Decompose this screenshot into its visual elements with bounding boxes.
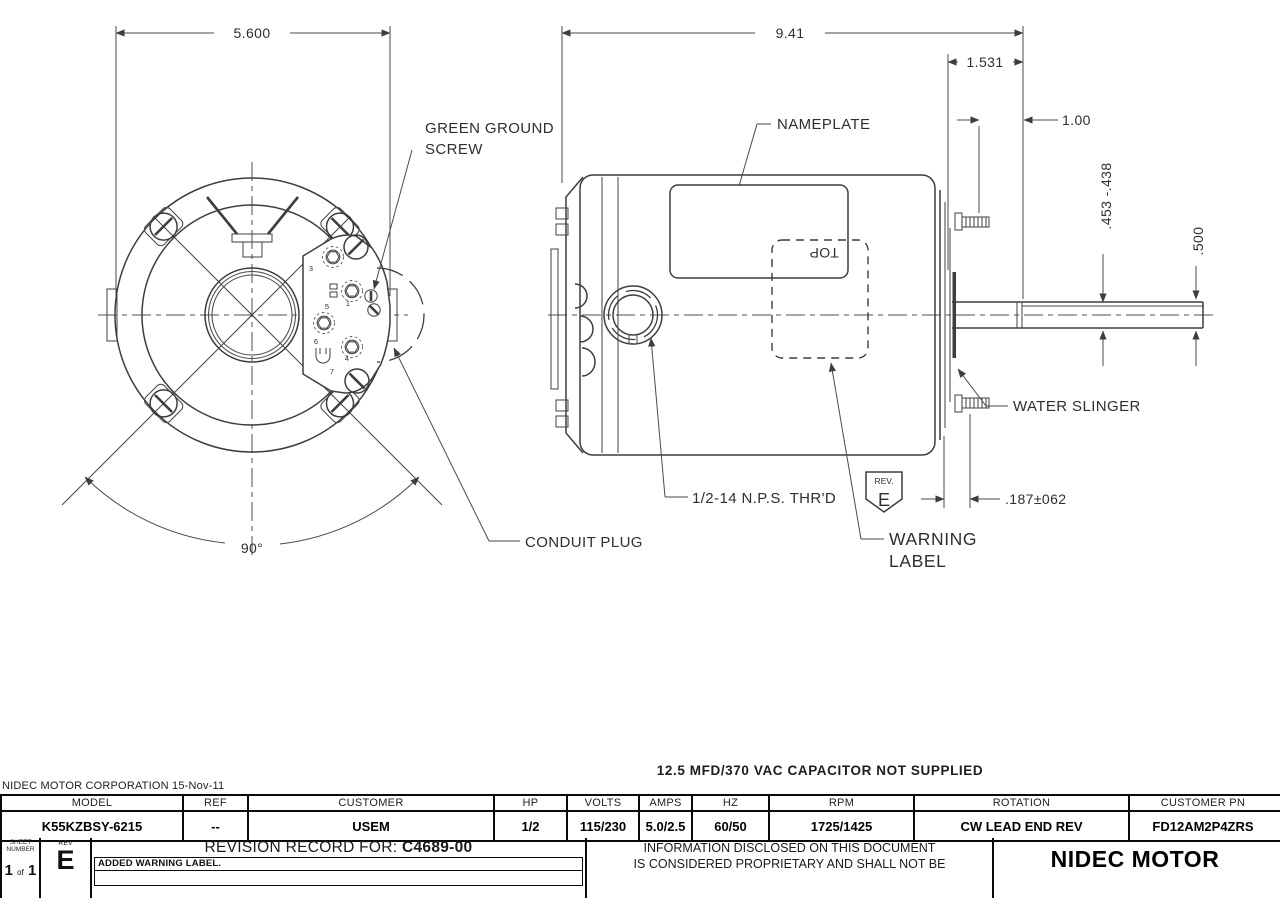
conduit-plug-callout	[394, 348, 643, 551]
nameplate-label: NAMEPLATE	[777, 116, 871, 133]
spec-header-ref: REF	[184, 796, 249, 810]
spec-header-hz: HZ	[693, 796, 770, 810]
dim-1531	[948, 54, 1023, 270]
sheet-of: of	[17, 868, 24, 877]
terminal-number: 7	[329, 367, 335, 376]
ground-screw-callout	[374, 120, 554, 289]
ground-screw-label-line2: SCREW	[425, 141, 483, 158]
warning-callout	[831, 363, 977, 571]
rev-value: E	[56, 845, 75, 875]
proprietary-line2: IS CONSIDERED PROPRIETARY AND SHALL NOT BE	[633, 856, 946, 871]
thread-label: 1/2-14 N.P.S. THR'D	[692, 490, 837, 507]
spec-value-rpm: 1725/1425	[770, 812, 915, 840]
terminal-number: 6	[313, 337, 319, 346]
nameplate-outline	[670, 185, 848, 278]
spec-header-rpm: RPM	[770, 796, 915, 810]
spec-value-hz: 60/50	[693, 812, 770, 840]
corporation-note: NIDEC MOTOR CORPORATION 15-Nov-11	[2, 780, 225, 792]
revision-empty-row	[94, 871, 583, 886]
side-view	[548, 25, 1215, 571]
rev-shield-label: REV.	[874, 476, 894, 486]
revision-record-number: C4689-00	[402, 839, 473, 856]
dim-shaft-dia-text: .500	[1190, 226, 1206, 256]
spec-value-amps: 5.0/2.5	[640, 812, 693, 840]
spec-table-header-row	[2, 796, 1280, 812]
warning-label-line2: LABEL	[889, 551, 947, 571]
spec-header-hp: HP	[495, 796, 568, 810]
revision-record-cell	[92, 838, 587, 898]
spec-header-rotation: ROTATION	[915, 796, 1130, 810]
rev-cell	[41, 838, 92, 898]
spec-table	[0, 794, 1280, 842]
proprietary-cell	[587, 838, 994, 898]
company-logo-text: NIDEC MOTOR	[1050, 846, 1220, 872]
thread-callout	[651, 338, 836, 507]
sheet-label-line1: SHEET	[9, 839, 32, 846]
spec-value-hp: 1/2	[495, 812, 568, 840]
sheet-count: 1	[4, 862, 13, 879]
spec-header-customer: CUSTOMER	[249, 796, 495, 810]
spec-header-volts: VOLTS	[568, 796, 640, 810]
sheet-number-value	[2, 862, 39, 879]
rev-shield-letter: E	[877, 490, 891, 510]
terminal-number: 1	[345, 299, 351, 308]
revision-record-title	[92, 838, 585, 857]
top-marking-text: TOP	[809, 245, 839, 261]
water-slinger	[953, 272, 957, 358]
capacitor-note: 12.5 MFD/370 VAC CAPACITOR NOT SUPPLIED	[656, 763, 984, 778]
dim-shaft-flat	[1098, 162, 1114, 366]
dim-length-text: 9.41	[775, 25, 805, 41]
dim-hub-text: 1.531	[966, 54, 1004, 70]
sheet-label-line2: NUMBER	[6, 846, 35, 853]
dim-angle-text: 90°	[240, 540, 264, 556]
proprietary-line1: INFORMATION DISCLOSED ON THIS DOCUMENT	[643, 841, 936, 855]
terminal-number: 5	[324, 302, 330, 311]
revision-note-row: ADDED WARNING LABEL.	[94, 857, 583, 871]
sheet-number-cell	[2, 838, 41, 898]
dim-width-text: 5.600	[233, 25, 271, 41]
spec-value-volts: 115/230	[568, 812, 640, 840]
spec-value-rotation: CW LEAD END REV	[915, 812, 1130, 840]
diagonal-line	[155, 218, 442, 505]
dim-shaft-dia	[1190, 227, 1206, 366]
dim-slinger-offset	[921, 414, 1067, 508]
title-block	[0, 838, 1280, 898]
sheet-total: 1	[28, 862, 37, 879]
spec-value-ref: --	[184, 812, 249, 840]
spec-value-model: K55KZBSY-6215	[2, 812, 184, 840]
dim-941	[562, 25, 1023, 299]
end-view	[62, 25, 643, 560]
spec-header-amps: AMPS	[640, 796, 693, 810]
dim-shaft-ext-text: 1.00	[1062, 112, 1091, 128]
company-cell	[994, 838, 1276, 898]
rev-label: REV	[58, 840, 73, 847]
terminal-number: 4	[344, 354, 350, 363]
spec-header-customer-pn: CUSTOMER PN	[1160, 797, 1246, 809]
water-slinger-label: WATER SLINGER	[1013, 398, 1141, 415]
conduit-plug-label: CONDUIT PLUG	[525, 534, 643, 551]
spec-header-model: MODEL	[2, 796, 184, 810]
terminal-number: 3	[308, 264, 314, 273]
warning-label-line1: WARNING	[889, 529, 978, 549]
dim-100	[957, 112, 1091, 213]
ground-screw-label-line1: GREEN GROUND	[425, 120, 554, 137]
revision-record-label: REVISION RECORD FOR:	[204, 839, 402, 856]
dim-slinger-text: .187±062	[1005, 491, 1067, 507]
rev-shield	[866, 472, 902, 512]
spec-value-customer: USEM	[249, 812, 495, 840]
spec-value-customer-pn: FD12AM2P4ZRS	[1152, 818, 1254, 834]
dim-shaft-flat-text: .453 -.438	[1098, 162, 1114, 230]
